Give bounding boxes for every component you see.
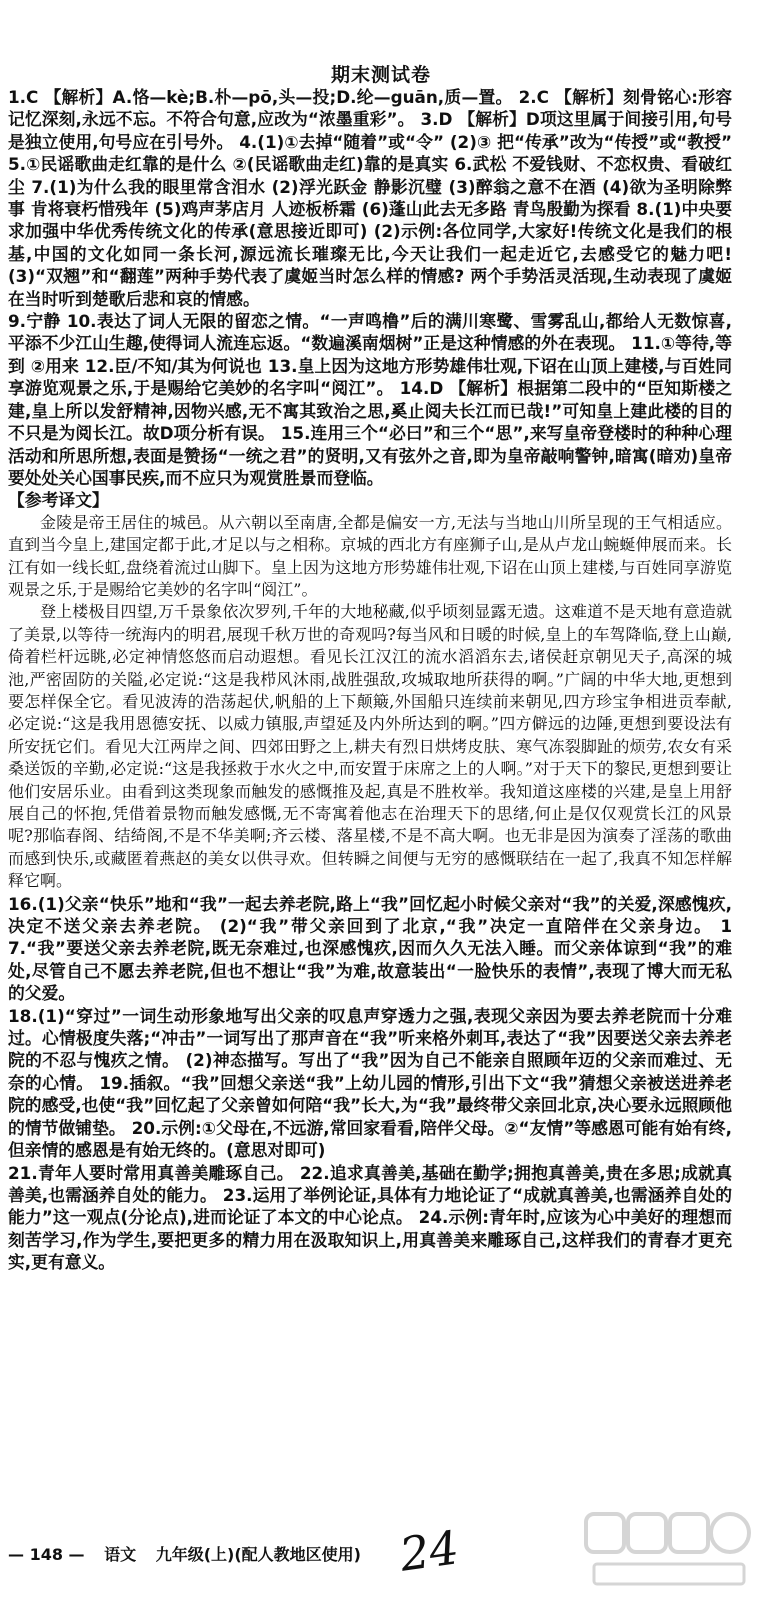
translation-heading: 【参考译文】 [8, 490, 109, 511]
page-number: — 148 — [8, 1545, 85, 1564]
handwritten-page-number: 24 [396, 1520, 463, 1582]
translation-paragraph-1: 金陵是帝王居住的城邑。从六朝以至南唐,全都是偏安一方,无法与当地山川所呈现的王气相适应。直到当今皇上,建国定都于此,才足以与之相称。京城的西北方有座狮子山,是从卢龙山蜿蜒伸展而来。长江有如一线长虹,盘绕着流过山脚下。皇上因为这地方形势雄伟壮观,下诏在山顶上建楼,与百姓同享游览观景之乐,于是赐给它美妙的名字叫“阅江”。 [8, 512, 732, 599]
answer-key [8, 86, 732, 1274]
answer-block-3: 16.(1)父亲“快乐”地和“我”一起去养老院,路上“我”回忆起小时候父亲对“我”的关爱,深感愧疚,决定不送父亲去养老院。 (2)“我”带父亲回到了北京,“我”决定一直陪伴在父亲身边。 17.“我”要送父亲去养老院,既无奈难过,也深感愧疚,因而久久无法入睡。而父亲体谅到“我”的难处,尽管自己不愿去养老院,但也不想让“我”为难,故意装出“一脸快乐的表情”,表现了博大而无私的父爱。 [8, 893, 732, 1004]
grade-label: 九年级(上)(配人教地区使用) [155, 1545, 361, 1564]
answer-block-5: 21.青年人要时常用真善美雕琢自己。 22.追求真善美,基础在勤学;拥抱真善美,贵在多思;成就真善美,也需涵养自处的能力。 23.运用了举例论证,具体有力地论证了“成就真善美,也需涵养自处的能力”这一观点(分论点),进而论证了本文的中心论点。 24.示例:青年时,应该为心中美好的理想而刻苦学习,作为学生,要把更多的精力用在汲取知识上,用真善美来雕琢自己,这样我们的青春才更充实,更有意义。 [8, 1162, 732, 1273]
page-title: 期末测试卷 [330, 64, 431, 86]
watermark-logo-icon [584, 1510, 752, 1592]
answer-block-4: 18.(1)“穿过”一词生动形象地写出父亲的叹息声穿透力之强,表现父亲因为要去养老院而十分难过。心情极度失落;“冲击”一词写出了那声音在“我”听来格外刺耳,表达了“我”因要送父亲去养老院的不忍与愧疚之情。 (2)神态描写。写出了“我”因为自己不能亲自照顾年迈的父亲而难过、无奈的心情。 19.插叙。“我”回想父亲送“我”上幼儿园的情形,引出下文“我”猜想父亲被送进养老院的感受,也使“我”回忆起了父亲曾如何陪“我”长大,为“我”最终带父亲回北京,决心要永远照顾他的情节做铺垫。 20.示例:①父母在,不远游,常回家看看,陪伴父母。②“友情”等感恩可能有始有终,但亲情的感恩是有始无终的。(意思对即可) [8, 1005, 732, 1161]
answer-block-1: 1.C 【解析】A.恪—kè;B.朴—pō,头—投;D.纶—guān,质—置。 2.C 【解析】刻骨铭心:形容记忆深刻,永远不忘。不符合句意,应改为“浓墨重彩”。 3.D 【解析】D项这里属于间接引用,句号是独立使用,句号应在引号外。 4.(1)①去掉“随着”或“令” (2)③ 把“传承”改为“传授”或“教授” 5.①民谣歌曲走红靠的是什么 ②(民谣歌曲走红)靠的是真实 6.武松 不爱钱财、不恋权贵、看破红尘 7.(1)为什么我的眼里常含泪水 (2)浮光跃金 静影沉璧 (3)醉翁之意不在酒 (4)欲为圣明除弊事 肯将衰朽惜残年 (5)鸡声茅店月 人迹板桥霜 (6)蓬山此去无多路 青鸟殷勤为探看 8.(1)中央要求加强中华优秀传统文化的传承(意思接近即可) (2)示例:各位同学,大家好!传统文化是我们的根基,中国的文化如同一条长河,源远流长璀璨无比,今天让我们一起走近它,去感受它的魅力吧! (3)“双翘”和“翻莲”两种手势代表了虞姬当时怎么样的情感? 两个手势活灵活现,生动表现了虞姬在当时听到楚歌后悲和哀的情感。 [8, 87, 732, 309]
subject-label: 语文 [104, 1545, 137, 1564]
translation-paragraph-2: 登上楼极目四望,万千景象依次罗列,千年的大地秘藏,似乎顷刻显露无遗。这难道不是天地有意造就了美景,以等待一统海内的明君,展现千秋万世的奇观吗?每当风和日暖的时候,皇上的车驾降临,登上山巅,倚着栏杆远眺,必定神情悠悠而启动遐想。看见长江汉江的流水滔滔东去,诸侯赶京朝见天子,高深的城池,严密固防的关隘,必定说:“这是我栉风沐雨,战胜强敌,攻城取地所获得的啊。”广阔的中华大地,更想到要怎样保全它。看见波涛的浩荡起伏,帆船的上下颠簸,外国船只连续前来朝见,四方珍宝争相进贡奉献,必定说:“这是我用恩德安抚、以威力镇服,声望延及内外所达到的啊。”四方僻远的边陲,更想到要设法有所安抚它们。看见大江两岸之间、四郊田野之上,耕夫有烈日烘烤皮肤、寒气冻裂脚趾的烦劳,农女有采桑送饭的辛勤,必定说:“这是我拯救于水火之中,而安置于床席之上的人啊。”对于天下的黎民,更想到要让他们安居乐业。由看到这类现象而触发的感慨推及起,真是不胜枚举。我知道这座楼的兴建,是皇上用舒展自己的怀抱,凭借着景物而触发感慨,无不寄寓着他志在治理天下的思绪,何止是仅仅观赏长江的风景呢?那临春阁、结绮阁,不是不华美啊;齐云楼、落星楼,不是不高大啊。也无非是因为演奏了淫荡的歌曲而感到快乐,或藏匿着燕赵的美女以供寻欢。但转瞬之间便与无穷的感慨联结在一起了,我真不知怎样解释它啊。 [8, 602, 732, 891]
translation-text [8, 512, 732, 893]
answer-block-2: 9.宁静 10.表达了词人无限的留恋之情。“一声鸣橹”后的满川寒鹭、雪雾乱山,都给人无数惊喜,平添不少江山生趣,使得词人流连忘返。“数遍溪南烟树”正是这种情感的外在表现。 11.①等待,等到 ②用来 12.臣/不知/其为何说也 13.皇上因为这地方形势雄伟壮观,下诏在山顶上建楼,与百姓同享游览观景之乐,于是赐给它美妙的名字叫“阅江”。 14.D 【解析】根据第二段中的“臣知斯楼之建,皇上所以发舒精神,因物兴感,无不寓其致治之思,奚止阅夫长江而已哉!”可知皇上建此楼的目的不只是为阅长江。故D项分析有误。 15.连用三个“必曰”和三个“思”,来写皇帝登楼时的种种心理活动和所思所想,表面是赞扬“一统之君”的贤明,又有弦外之音,即为皇帝敲响警钟,暗寓(暗劝)皇帝要处处关心国事民疾,而不应只为观赏胜景而登临。 [8, 311, 732, 488]
page-footer [8, 1542, 428, 1565]
